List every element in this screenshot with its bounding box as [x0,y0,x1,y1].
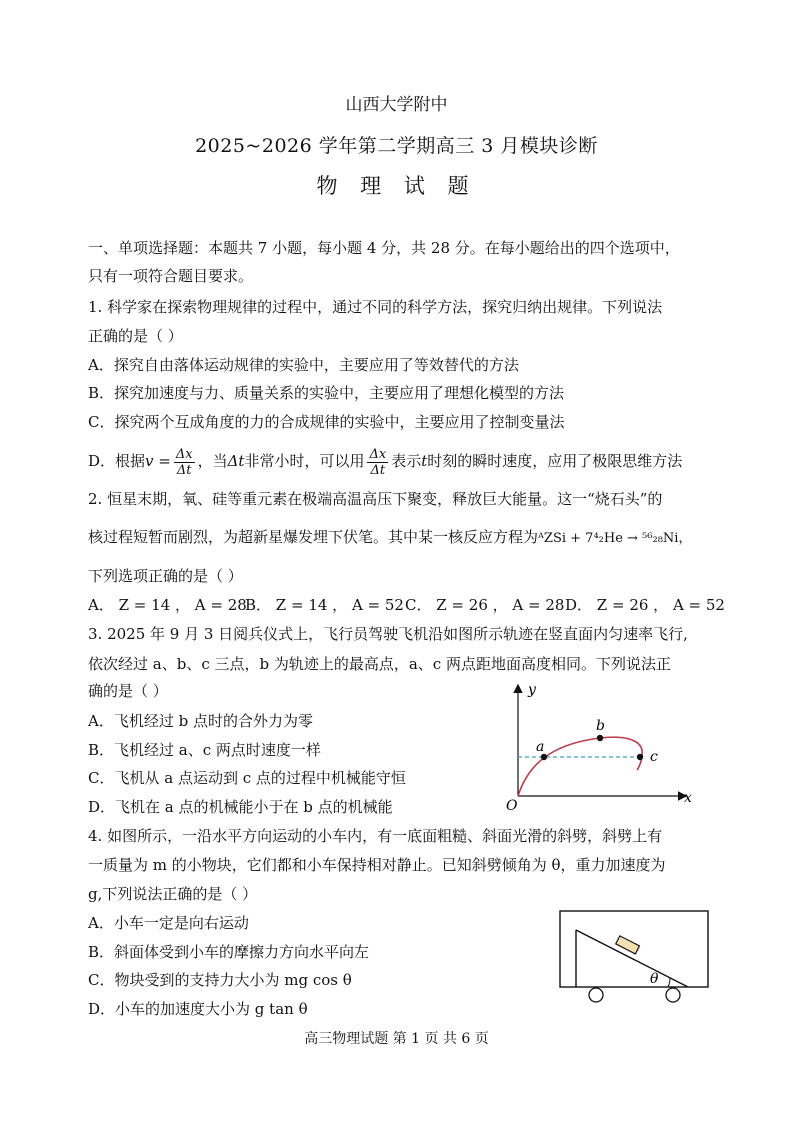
subject-title: 物 理 试 题 [316,174,477,198]
point-c-label: c [650,749,658,765]
q4-option-d: D．小车的加速度大小为 g tan θ [88,1000,308,1018]
q3-option-a: A．飞机经过 b 点时的合外力为零 [88,712,313,730]
q2-option-a: A． Z = 14 ， A = 28 [88,596,247,614]
q1-d-velocity: v = [145,452,171,470]
q4-option-b: B．斜面体受到小车的摩擦力方向水平向左 [88,943,370,961]
q1-option-c: C．探究两个互成角度的力的合成规律的实验中，主要应用了控制变量法 [88,413,565,431]
q1-stem-line1: 1. 科学家在探索物理规律的过程中，通过不同的科学方法，探究归纳出规律。下列说法 [88,298,663,316]
q2-option-d: D． Z = 26 ， A = 52 [565,596,725,614]
q1-d-t: t [421,452,428,470]
q3-stem-line2: 依次经过 a、b、c 三点，b 为轨迹上的最高点，a、c 两点距地面高度相同。下列说法正 [88,655,671,673]
q3-stem-line3: 确的是（ ） [88,682,168,700]
point-c [637,754,643,760]
q3-option-b: B．飞机经过 a、c 两点时速度一样 [88,741,321,759]
angle-arc [668,978,670,987]
q1-d-mid1: ，当 [197,452,228,470]
theta-label: θ [650,971,659,987]
q2-nuclear-equation: ᴬZSi + 7⁴₂He → ⁵⁶₂₈Ni， [538,531,692,546]
block [616,936,640,954]
q4-cart-figure [556,908,714,1008]
q2-option-b: B． Z = 14 ， A = 52 [245,596,404,614]
q1-d-mid3: 表示 [391,452,422,470]
point-b-label: b [596,718,605,734]
q3-stem-line1: 3. 2025 年 9 月 3 日阅兵仪式上，飞行员驾驶飞机沿如图所示轨迹在竖直面内匀速率飞行, [88,625,688,643]
left-wheel [589,988,603,1002]
section-instructions-line2: 只有一项符合题目要求。 [88,267,254,285]
wedge-slope [576,930,688,987]
q4-stem-line3: g,下列说法正确的是（ ） [88,885,258,903]
q1-d-prefix: D．根据 [88,452,146,470]
q1-d-mid2: 非常小时，可以用 [244,452,365,470]
right-wheel [666,988,680,1002]
q2-stem-line1: 2. 恒星末期，氧、硅等重元素在极端高温高压下聚变，释放巨大能量。这一“烧石头”的 [88,490,663,508]
q3-option-c: C．飞机从 a 点运动到 c 点的过程中机械能守恒 [88,769,406,787]
origin-label: O [506,798,518,810]
q2-stem-text: 核过程短暂而剧烈，为超新星爆发埋下伏笔。其中某一核反应方程为 [88,528,539,546]
q4-stem-line2: 一质量为 m 的小物块，它们都和小车保持相对静止。已知斜劈倾角为 θ，重力加速度为 [88,856,666,874]
x-axis-label: x [684,790,692,806]
q3-trajectory-figure [500,678,700,810]
q4-option-c: C．物块受到的支持力大小为 mg cos θ [88,971,352,989]
q1-d-suffix: 时刻的瞬时速度，应用了极限思维方法 [427,452,683,470]
q1-option-a: A．探究自由落体运动规律的实验中，主要应用了等效替代的方法 [88,356,519,374]
exam-title: 2025~2026 学年第二学期高三 3 月模块诊断 [195,135,598,157]
q3-option-d: D．飞机在 a 点的机械能小于在 b 点的机械能 [88,798,393,816]
q1-d-fraction-1: $\frac{\Delta x}{\Delta t}$ [175,446,193,478]
section-instructions-line1: 一、单项选择题：本题共 7 小题，每小题 4 分，共 28 分。在每小题给出的四个选项中， [88,239,680,257]
q4-stem-line1: 4. 如图所示，一沿水平方向运动的小车内，有一底面粗糙、斜面光滑的斜劈，斜劈上有 [88,827,663,845]
q1-option-d [88,444,682,478]
school-name: 山西大学附中 [345,95,448,115]
q1-d-fraction-2: $\frac{\Delta x}{\Delta t}$ [369,446,387,478]
q1-option-b: B．探究加速度与力、质量关系的实验中，主要应用了理想化模型的方法 [88,384,565,402]
page-footer: 高三物理试题 第 1 页 共 6 页 [304,1031,489,1047]
point-b [597,735,603,741]
point-a-label: a [536,739,545,755]
q2-option-c: C． Z = 26 ， A = 28 [405,596,565,614]
q1-stem-line2: 正确的是（ ） [88,327,183,345]
q2-stem-line2 [88,527,691,549]
q4-option-a: A．小车一定是向右运动 [88,914,249,932]
y-axis-label: y [528,682,536,698]
q2-stem-line3: 下列选项正确的是（ ） [88,567,243,585]
q1-d-dt: Δt [227,452,245,470]
